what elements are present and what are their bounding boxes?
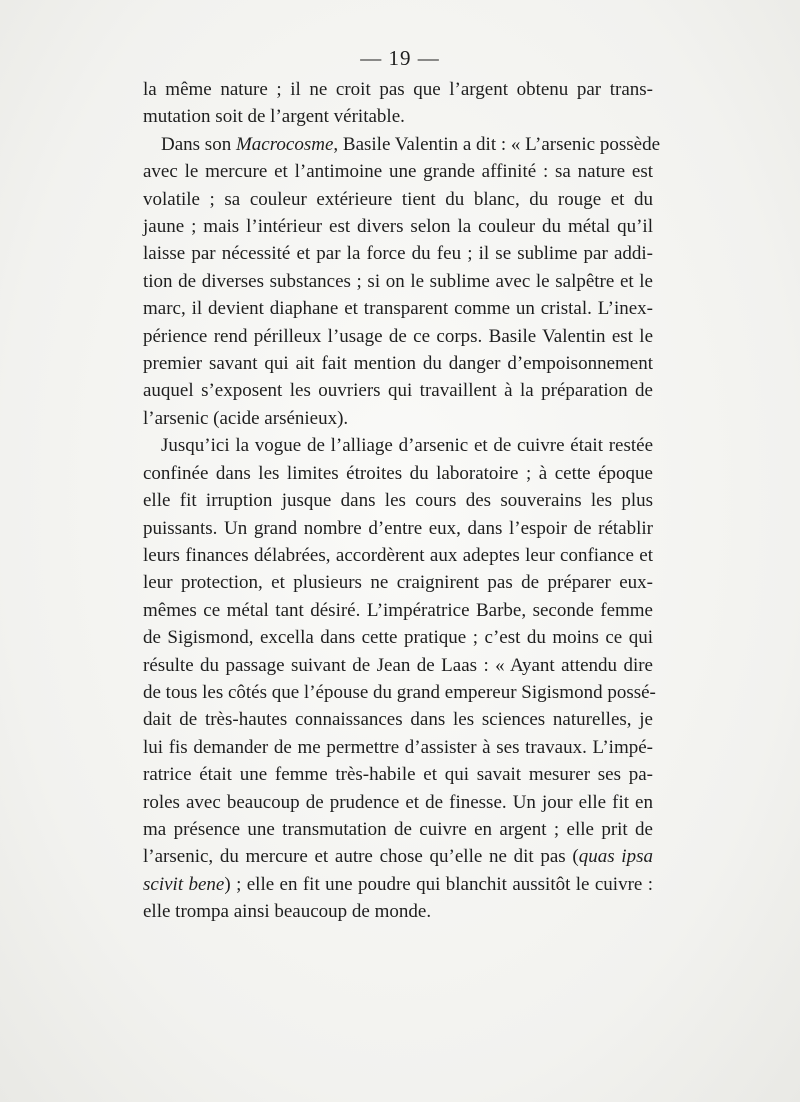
- text-line: confinée dans les limites étroites du laboratoire ; à cette époque: [143, 462, 653, 484]
- text-line: scivit bene) ; elle en fit une poudre qui blanchit aussitôt le cuivre :: [143, 873, 654, 895]
- text-line: elle trompa ainsi beaucoup de monde.: [143, 901, 432, 923]
- text-line: de Sigismond, excella dans cette pratique ; c’est du moins ce qui: [143, 627, 653, 649]
- text-line: de tous les côtés que l’épouse du grand empereur Sigismond possé-: [143, 681, 656, 703]
- text-line: tion de diverses substances ; si on le sublime avec le salpêtre et le: [143, 270, 653, 292]
- text-line: périence rend périlleux l’usage de ce corps. Basile Valentin est le: [143, 325, 653, 347]
- text-line: Jusqu’ici la vogue de l’alliage d’arsenic et de cuivre était restée: [161, 435, 653, 457]
- text-line: leurs finances délabrées, accordèrent aux adeptes leur confiance et: [143, 544, 653, 566]
- text-line: leur protection, et plusieurs ne craignirent pas de préparer eux-: [143, 572, 653, 594]
- text-line: Dans son Macrocosme, Basile Valentin a dit : « L’arsenic possède: [161, 133, 661, 155]
- text-line: auquel s’exposent les ouvriers qui travaillent à la préparation de: [143, 380, 653, 402]
- text-line: marc, il devient diaphane et transparent comme un cristal. L’inex-: [143, 298, 653, 320]
- text-line: ma présence une transmutation de cuivre en argent ; elle prit de: [143, 818, 653, 840]
- text-line: jaune ; mais l’intérieur est divers selon la couleur du métal qu’il: [143, 216, 653, 238]
- text-line: mêmes ce métal tant désiré. L’impératrice Barbe, seconde femme: [143, 599, 653, 621]
- body-text: [143, 76, 661, 926]
- text-line: avec le mercure et l’antimoine une grande affinité : sa nature est: [143, 161, 653, 183]
- text-line: dait de très-hautes connaissances dans les sciences naturelles, je: [143, 709, 653, 731]
- text-line: laisse par nécessité et par la force du feu ; il se sublime par addi-: [143, 243, 653, 265]
- text-line: lui fis demander de me permettre d’assister à ses travaux. L’impé-: [143, 736, 653, 758]
- text-line: puissants. Un grand nombre d’entre eux, dans l’espoir de rétablir: [143, 517, 653, 539]
- page-number-header: — 19 —: [360, 46, 440, 70]
- text-line: elle fit irruption jusque dans les cours des souverains les plus: [143, 490, 653, 512]
- text-line: l’arsenic, du mercure et autre chose qu’elle ne dit pas (quas ipsa: [143, 846, 653, 868]
- text-line: la même nature ; il ne croit pas que l’argent obtenu par trans-: [143, 79, 653, 100]
- text-line: volatile ; sa couleur extérieure tient du blanc, du rouge et du: [143, 188, 653, 210]
- text-line: premier savant qui ait fait mention du danger d’empoisonnement: [143, 353, 653, 375]
- text-line: ratrice était une femme très-habile et qui savait mesurer ses pa-: [143, 764, 653, 786]
- text-line: mutation soit de l’argent véritable.: [143, 106, 405, 128]
- text-line: roles avec beaucoup de prudence et de finesse. Un jour elle fit en: [143, 791, 653, 813]
- text-line: résulte du passage suivant de Jean de Laas : « Ayant attendu dire: [143, 654, 653, 676]
- text-line: l’arsenic (acide arsénieux).: [143, 407, 349, 429]
